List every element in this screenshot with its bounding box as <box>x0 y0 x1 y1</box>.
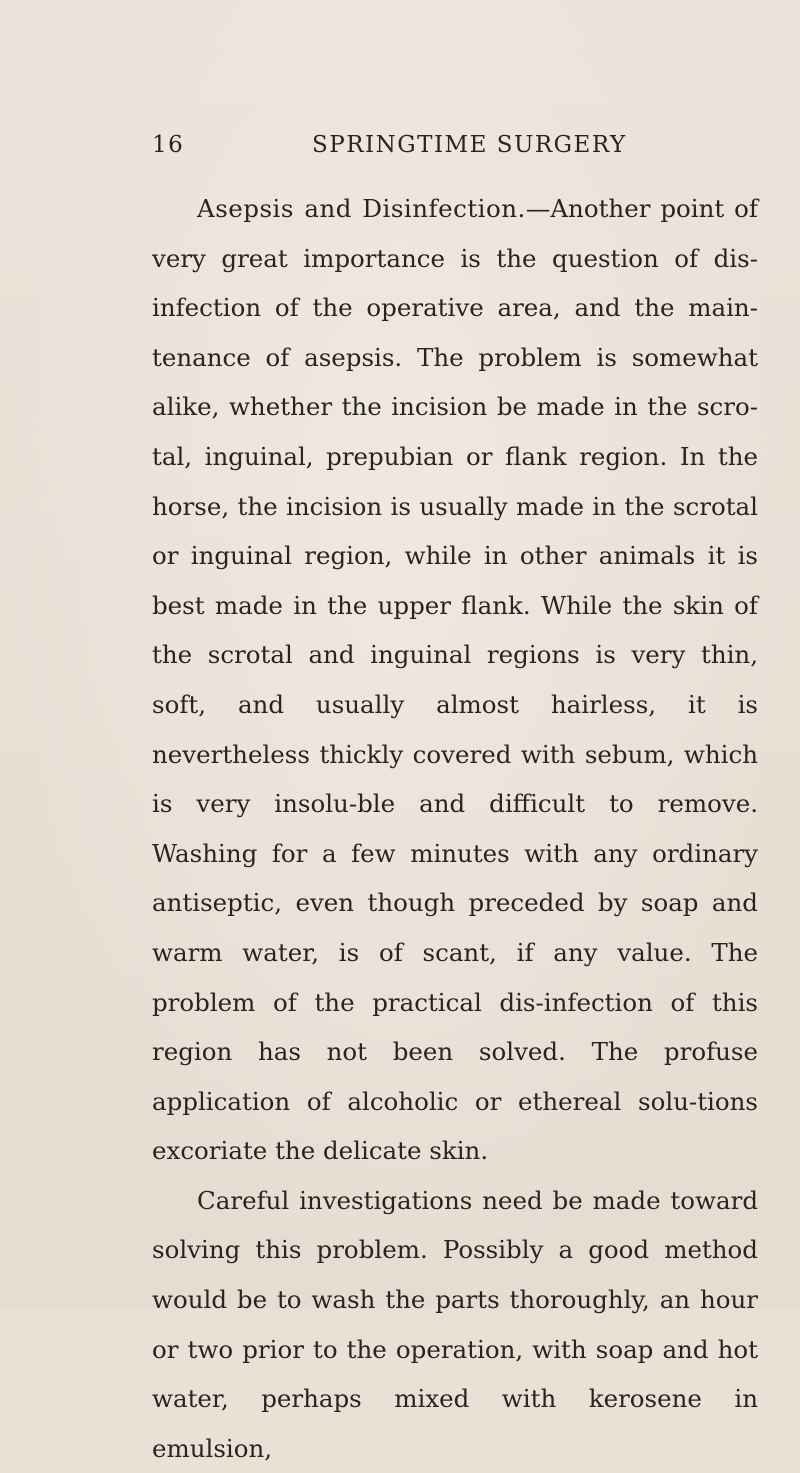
paragraph-asepsis <box>152 184 758 1176</box>
running-head <box>152 128 752 162</box>
running-title: SPRINGTIME SURGERY <box>312 132 627 158</box>
paragraph-text: Careful investigations need be made toward solving this problem. Possibly a good method would be to wash the parts thoroughly, an hour or two prior to the operation, with soap and hot water, perhaps mixed with kerosene in emulsion, <box>152 1185 758 1463</box>
paragraph-text: —Another point of very great importance is the question of dis-infection of the operative area, and the main-tenance of asepsis. The problem is somewhat alike, whether the incision be made in the scro-tal, inguinal, prepubian or flank region. In the horse, the incision is usually made in the scrotal or inguinal region, while in other animals it is best made in the upper flank. While the skin of the scrotal and inguinal regions is very thin, soft, and usually almost hairless, it is nevertheless thickly covered with sebum, which is very insolu-ble and difficult to remove. Washing for a few minutes with any ordinary antiseptic, even though preceded by soap and warm water, is of scant, if any value. The problem of the practical dis-infection of this region has not been solved. The profuse application of alcoholic or ethereal solu-tions excoriate the delicate skin. <box>152 194 758 1166</box>
page-number: 16 <box>152 132 185 158</box>
paragraph-investigations <box>152 1176 758 1473</box>
section-heading: Asepsis and Disinfection. <box>197 194 526 223</box>
body-text <box>152 184 758 1473</box>
